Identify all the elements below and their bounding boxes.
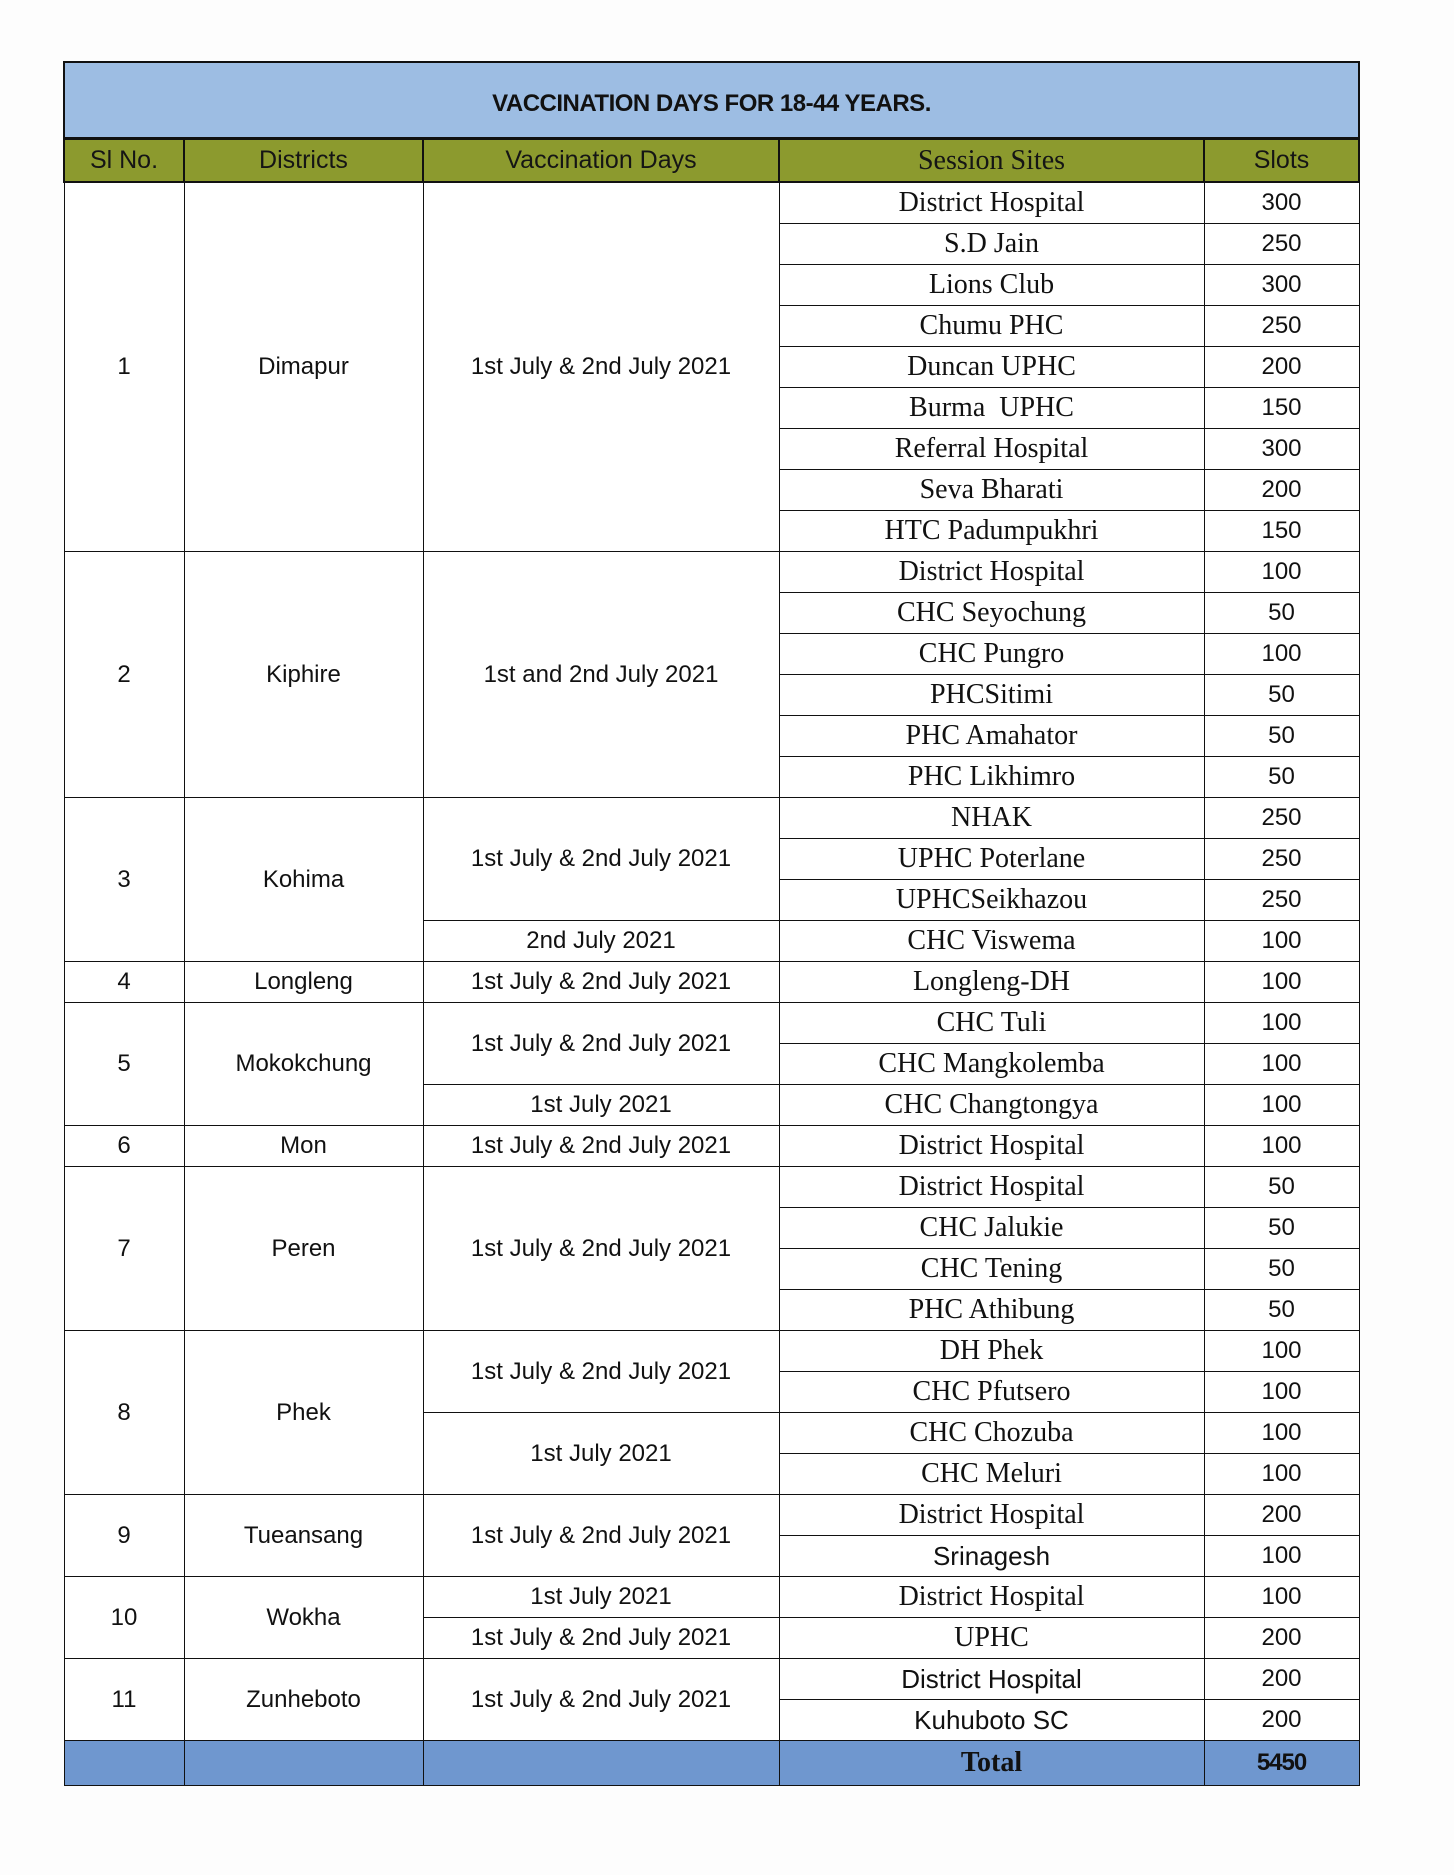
vaccination-table bbox=[63, 61, 1360, 1786]
session-site-cell: CHC Pungro bbox=[779, 634, 1204, 675]
slots-cell: 200 bbox=[1204, 1618, 1359, 1659]
session-site-cell: Referral Hospital bbox=[779, 429, 1204, 470]
sl-no-cell: 4 bbox=[64, 962, 184, 1003]
district-cell: Tueansang bbox=[184, 1495, 423, 1577]
district-cell: Mokokchung bbox=[184, 1003, 423, 1126]
slots-cell: 50 bbox=[1204, 593, 1359, 634]
session-site-cell: CHC Mangkolemba bbox=[779, 1044, 1204, 1085]
vaccination-days-cell: 1st July & 2nd July 2021 bbox=[423, 1659, 779, 1741]
header-row bbox=[64, 139, 1359, 183]
session-site-cell: PHC Athibung bbox=[779, 1290, 1204, 1331]
slots-cell: 200 bbox=[1204, 347, 1359, 388]
district-cell: Zunheboto bbox=[184, 1659, 423, 1741]
sl-no-cell: 2 bbox=[64, 552, 184, 798]
slots-cell: 100 bbox=[1204, 1577, 1359, 1618]
vaccination-days-cell: 1st July & 2nd July 2021 bbox=[423, 1618, 779, 1659]
session-site-cell: CHC Changtongya bbox=[779, 1085, 1204, 1126]
session-site-cell: District Hospital bbox=[779, 182, 1204, 224]
session-site-cell: UPHCSeikhazou bbox=[779, 880, 1204, 921]
slots-cell: 100 bbox=[1204, 1126, 1359, 1167]
session-site-cell: Seva Bharati bbox=[779, 470, 1204, 511]
district-cell: Longleng bbox=[184, 962, 423, 1003]
table-row bbox=[64, 962, 1359, 1003]
vaccination-days-cell: 1st July & 2nd July 2021 bbox=[423, 1003, 779, 1085]
slots-cell: 200 bbox=[1204, 470, 1359, 511]
session-site-cell: CHC Seyochung bbox=[779, 593, 1204, 634]
district-cell: Mon bbox=[184, 1126, 423, 1167]
slots-cell: 250 bbox=[1204, 839, 1359, 880]
slots-cell: 250 bbox=[1204, 224, 1359, 265]
session-site-cell: Lions Club bbox=[779, 265, 1204, 306]
session-site-cell: UPHC bbox=[779, 1618, 1204, 1659]
sl-no-cell: 3 bbox=[64, 798, 184, 962]
table-row bbox=[64, 1167, 1359, 1208]
slots-cell: 200 bbox=[1204, 1495, 1359, 1536]
header-slots: Slots bbox=[1204, 139, 1359, 183]
vaccination-days-cell: 1st July 2021 bbox=[423, 1413, 779, 1495]
table-row bbox=[64, 1003, 1359, 1044]
slots-cell: 200 bbox=[1204, 1659, 1359, 1700]
session-site-cell: Chumu PHC bbox=[779, 306, 1204, 347]
vaccination-days-cell: 1st July & 2nd July 2021 bbox=[423, 1495, 779, 1577]
slots-cell: 200 bbox=[1204, 1700, 1359, 1741]
vaccination-days-cell: 1st and 2nd July 2021 bbox=[423, 552, 779, 798]
session-site-cell: DH Phek bbox=[779, 1331, 1204, 1372]
total-empty-cell bbox=[64, 1741, 184, 1786]
session-site-cell: HTC Padumpukhri bbox=[779, 511, 1204, 552]
slots-cell: 100 bbox=[1204, 634, 1359, 675]
session-site-cell: District Hospital bbox=[779, 1495, 1204, 1536]
table-row bbox=[64, 552, 1359, 593]
table-row bbox=[64, 1126, 1359, 1167]
total-value: 5450 bbox=[1204, 1741, 1359, 1786]
session-site-cell: Duncan UPHC bbox=[779, 347, 1204, 388]
session-site-cell: CHC Pfutsero bbox=[779, 1372, 1204, 1413]
district-cell: Kiphire bbox=[184, 552, 423, 798]
session-site-cell: CHC Meluri bbox=[779, 1454, 1204, 1495]
slots-cell: 50 bbox=[1204, 716, 1359, 757]
slots-cell: 100 bbox=[1204, 1003, 1359, 1044]
total-label: Total bbox=[779, 1741, 1204, 1786]
slots-cell: 50 bbox=[1204, 1208, 1359, 1249]
sl-no-cell: 7 bbox=[64, 1167, 184, 1331]
header-vaccination-days: Vaccination Days bbox=[423, 139, 779, 183]
session-site-cell: CHC Jalukie bbox=[779, 1208, 1204, 1249]
slots-cell: 100 bbox=[1204, 921, 1359, 962]
slots-cell: 50 bbox=[1204, 1290, 1359, 1331]
district-cell: Phek bbox=[184, 1331, 423, 1495]
slots-cell: 100 bbox=[1204, 552, 1359, 593]
vaccination-days-cell: 1st July 2021 bbox=[423, 1577, 779, 1618]
slots-cell: 250 bbox=[1204, 880, 1359, 921]
slots-cell: 50 bbox=[1204, 1167, 1359, 1208]
district-cell: Dimapur bbox=[184, 182, 423, 552]
total-empty-cell bbox=[423, 1741, 779, 1786]
district-cell: Peren bbox=[184, 1167, 423, 1331]
slots-cell: 100 bbox=[1204, 1085, 1359, 1126]
session-site-cell: District Hospital bbox=[779, 1659, 1204, 1700]
session-site-cell: CHC Viswema bbox=[779, 921, 1204, 962]
vaccination-days-cell: 1st July & 2nd July 2021 bbox=[423, 1126, 779, 1167]
session-site-cell: Longleng-DH bbox=[779, 962, 1204, 1003]
slots-cell: 250 bbox=[1204, 306, 1359, 347]
slots-cell: 100 bbox=[1204, 1372, 1359, 1413]
table-title: VACCINATION DAYS FOR 18-44 YEARS. bbox=[64, 62, 1359, 139]
session-site-cell: PHCSitimi bbox=[779, 675, 1204, 716]
session-site-cell: S.D Jain bbox=[779, 224, 1204, 265]
total-empty-cell bbox=[184, 1741, 423, 1786]
slots-cell: 100 bbox=[1204, 962, 1359, 1003]
slots-cell: 100 bbox=[1204, 1044, 1359, 1085]
table-body bbox=[64, 182, 1359, 1741]
sl-no-cell: 9 bbox=[64, 1495, 184, 1577]
session-site-cell: District Hospital bbox=[779, 1577, 1204, 1618]
slots-cell: 300 bbox=[1204, 182, 1359, 224]
session-site-cell: CHC Tening bbox=[779, 1249, 1204, 1290]
slots-cell: 100 bbox=[1204, 1413, 1359, 1454]
vaccination-days-cell: 1st July 2021 bbox=[423, 1085, 779, 1126]
sl-no-cell: 11 bbox=[64, 1659, 184, 1741]
session-site-cell: UPHC Poterlane bbox=[779, 839, 1204, 880]
vaccination-days-cell: 1st July & 2nd July 2021 bbox=[423, 962, 779, 1003]
slots-cell: 250 bbox=[1204, 798, 1359, 839]
header-districts: Districts bbox=[184, 139, 423, 183]
vaccination-days-cell: 1st July & 2nd July 2021 bbox=[423, 798, 779, 921]
slots-cell: 150 bbox=[1204, 388, 1359, 429]
vaccination-days-cell: 2nd July 2021 bbox=[423, 921, 779, 962]
slots-cell: 100 bbox=[1204, 1454, 1359, 1495]
slots-cell: 300 bbox=[1204, 265, 1359, 306]
sl-no-cell: 8 bbox=[64, 1331, 184, 1495]
session-site-cell: CHC Chozuba bbox=[779, 1413, 1204, 1454]
session-site-cell: District Hospital bbox=[779, 552, 1204, 593]
session-site-cell: Kuhuboto SC bbox=[779, 1700, 1204, 1741]
slots-cell: 300 bbox=[1204, 429, 1359, 470]
session-site-cell: Srinagesh bbox=[779, 1536, 1204, 1577]
header-sl-no: Sl No. bbox=[64, 139, 184, 183]
session-site-cell: NHAK bbox=[779, 798, 1204, 839]
table-row bbox=[64, 1495, 1359, 1536]
sl-no-cell: 10 bbox=[64, 1577, 184, 1659]
slots-cell: 50 bbox=[1204, 675, 1359, 716]
session-site-cell: PHC Amahator bbox=[779, 716, 1204, 757]
sl-no-cell: 5 bbox=[64, 1003, 184, 1126]
session-site-cell: District Hospital bbox=[779, 1167, 1204, 1208]
session-site-cell: Burma UPHC bbox=[779, 388, 1204, 429]
slots-cell: 50 bbox=[1204, 757, 1359, 798]
table-row bbox=[64, 1659, 1359, 1700]
header-session-sites: Session Sites bbox=[779, 139, 1204, 183]
session-site-cell: PHC Likhimro bbox=[779, 757, 1204, 798]
district-cell: Wokha bbox=[184, 1577, 423, 1659]
sl-no-cell: 1 bbox=[64, 182, 184, 552]
table-row bbox=[64, 798, 1359, 839]
slots-cell: 100 bbox=[1204, 1536, 1359, 1577]
sl-no-cell: 6 bbox=[64, 1126, 184, 1167]
vaccination-schedule-sheet bbox=[63, 61, 1358, 1786]
vaccination-days-cell: 1st July & 2nd July 2021 bbox=[423, 182, 779, 552]
district-cell: Kohima bbox=[184, 798, 423, 962]
vaccination-days-cell: 1st July & 2nd July 2021 bbox=[423, 1331, 779, 1413]
table-row bbox=[64, 1577, 1359, 1618]
total-row bbox=[64, 1741, 1359, 1786]
slots-cell: 50 bbox=[1204, 1249, 1359, 1290]
table-row bbox=[64, 182, 1359, 224]
session-site-cell: CHC Tuli bbox=[779, 1003, 1204, 1044]
slots-cell: 100 bbox=[1204, 1331, 1359, 1372]
table-row bbox=[64, 1331, 1359, 1372]
slots-cell: 150 bbox=[1204, 511, 1359, 552]
session-site-cell: District Hospital bbox=[779, 1126, 1204, 1167]
vaccination-days-cell: 1st July & 2nd July 2021 bbox=[423, 1167, 779, 1331]
